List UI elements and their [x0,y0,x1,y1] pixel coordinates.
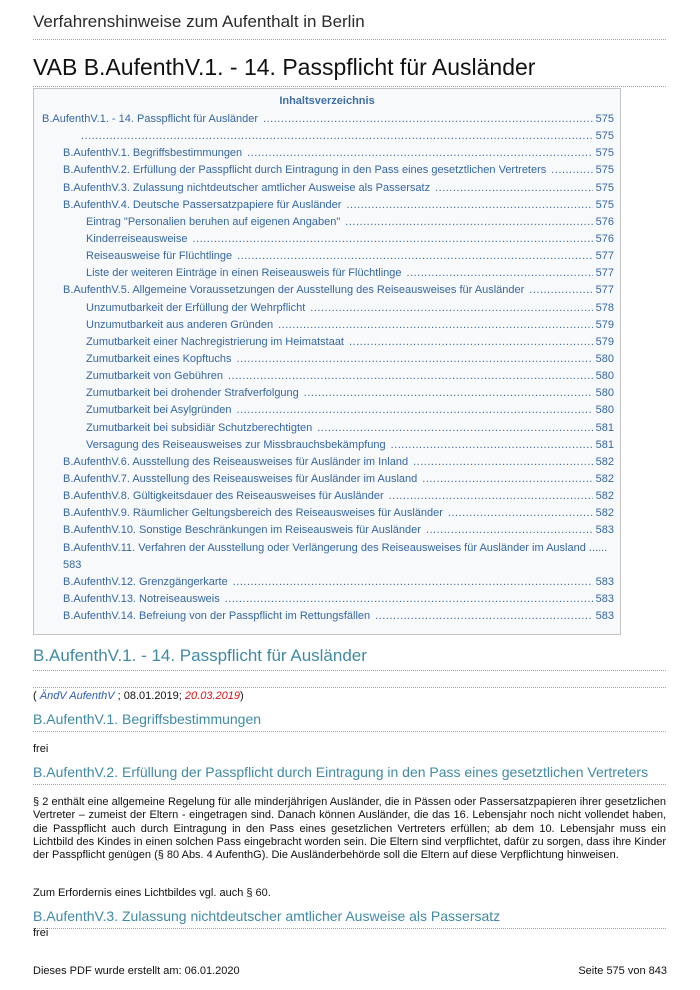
toc-entry[interactable]: Zumutbarkeit eines Kopftuchs ..... 580 [42,351,614,368]
toc-entry[interactable]: Unzumutbarkeit aus anderen Gründen ..... 579 [42,317,614,334]
toc-entry[interactable]: B.AufenthV.1. - 14. Passpflicht für Ausländer ..... 575 [42,111,614,128]
section-heading-1: B.AufenthV.1. Begriffsbestimmungen [33,711,666,732]
toc-entry[interactable]: Liste der weiteren Einträge in einen Reiseausweis für Flüchtlinge ..... 577 [42,265,614,282]
toc-entry[interactable]: B.AufenthV.8. Gültigkeitsdauer des Reiseausweises für Ausländer ..... 582 [42,488,614,505]
toc-entry[interactable]: ..... 575 [42,128,614,145]
toc-entry[interactable]: Kinderreiseausweise ..... 576 [42,231,614,248]
divider [33,687,666,688]
toc-entry[interactable]: Zumutbarkeit bei subsidiär Schutzberechtigten ..... 581 [42,420,614,437]
toc-entry[interactable]: Versagung des Reiseausweises zur Missbrauchsbekämpfung ..... 581 [42,437,614,454]
section-2-note: Zum Erfordernis eines Lichtbildes vgl. auch § 60. [33,887,271,899]
toc-list [42,111,614,625]
toc-entry[interactable]: Zumutbarkeit bei Asylgründen ..... 580 [42,402,614,419]
amendment-note: ( ÄndV AufenthV ; 08.01.2019; 20.03.2019) [33,690,244,702]
site-header-title: Verfahrenshinweise zum Aufenthalt in Berlin [33,12,666,40]
toc-entry[interactable]: B.AufenthV.7. Ausstellung des Reiseausweises für Ausländer im Ausland ..... 582 [42,471,614,488]
toc-entry[interactable]: B.AufenthV.4. Deutsche Passersatzpapiere für Ausländer ..... 575 [42,197,614,214]
toc-entry[interactable]: B.AufenthV.6. Ausstellung des Reiseausweises für Ausländer im Inland ..... 582 [42,454,614,471]
footer-created-date: Dieses PDF wurde erstellt am: 06.01.2020 [33,965,240,977]
toc-entry[interactable]: Reiseausweise für Flüchtlinge ..... 577 [42,248,614,265]
toc-entry[interactable]: B.AufenthV.14. Befreiung von der Passpflicht im Rettungsfällen ..... 583 [42,608,614,625]
section-heading-3: B.AufenthV.3. Zulassung nichtdeutscher amtlicher Ausweise als Passersatz [33,908,666,929]
section-3-body: frei [33,927,49,939]
toc-entry[interactable]: B.AufenthV.2. Erfüllung der Passpflicht durch Eintragung in den Pass eines gesetztlichen Vertreters ..... 575 [42,162,614,179]
toc-entry[interactable]: B.AufenthV.9. Räumlicher Geltungsbereich des Reiseausweises für Ausländer ..... 582 [42,505,614,522]
amendment-date[interactable]: 20.03.2019 [184,690,240,702]
toc-entry[interactable]: Zumutbarkeit von Gebühren ..... 580 [42,368,614,385]
toc-entry[interactable]: Eintrag "Personalien beruhen auf eigenen Angaben" ..... 576 [42,214,614,231]
toc-entry[interactable]: Zumutbarkeit einer Nachregistrierung im Heimatstaat ..... 579 [42,334,614,351]
footer-page-number: Seite 575 von 843 [578,965,667,977]
section-heading-main: B.AufenthV.1. - 14. Passpflicht für Ausländer [33,646,666,671]
section-heading-2: B.AufenthV.2. Erfüllung der Passpflicht durch Eintragung in den Pass eines gesetztlichen Vertreters [33,764,666,785]
toc-entry[interactable]: B.AufenthV.1. Begriffsbestimmungen ..... 575 [42,145,614,162]
toc-entry[interactable]: B.AufenthV.3. Zulassung nichtdeutscher amtlicher Ausweise als Passersatz ..... 575 [42,180,614,197]
toc-entry[interactable]: Unzumutbarkeit der Erfüllung der Wehrpflicht ..... 578 [42,300,614,317]
table-of-contents [33,88,621,635]
toc-entry[interactable]: Zumutbarkeit bei drohender Strafverfolgung ..... 580 [42,385,614,402]
section-1-body: frei [33,743,49,755]
page-title: VAB B.AufenthV.1. - 14. Passpflicht für Ausländer [33,54,666,87]
toc-title: Inhaltsverzeichnis [279,95,375,107]
section-2-body: § 2 enthält eine allgemeine Regelung für alle minderjährigen Ausländer, die in Pässen oder Passersatzpapieren ihrer gesetzlichen Vertreter – zumeist der Eltern - eingetragen sind. Danach können Ausländer, die das 16. Lebensjahr noch nicht vollendet haben, die Passpflicht auch durch Eintragung in den Pass eines gesetzlichen Vertreters erfüllen; ab dem 10. Lebensjahr muss ein Lichtbild des Kindes in einen solchen Pass eingebracht worden sein. Die Eltern sind verpflichtet, dafür zu sorgen, dass ihre Kinder der Passpflicht genügen (§ 80 Abs. 4 AufenthG). Die Ausländerbehörde soll die Eltern auf diese Verpflichtung hinweisen. [33,796,666,862]
amendment-link[interactable]: ÄndV AufenthV [39,690,115,702]
toc-entry[interactable]: B.AufenthV.12. Grenzgängerkarte ..... 583 [42,574,614,591]
toc-entry[interactable]: B.AufenthV.13. Notreiseausweis ..... 583 [42,591,614,608]
toc-entry[interactable]: B.AufenthV.5. Allgemeine Voraussetzungen der Ausstellung des Reiseausweises für Ausländer ..... 577 [42,282,614,299]
toc-entry[interactable]: B.AufenthV.10. Sonstige Beschränkungen im Reiseausweis für Ausländer ..... 583 [42,522,614,539]
toc-entry[interactable]: B.AufenthV.11. Verfahren der Ausstellung oder Verlängerung des Reiseausweises für Ausländer im Ausland ...... 583 [63,541,608,571]
